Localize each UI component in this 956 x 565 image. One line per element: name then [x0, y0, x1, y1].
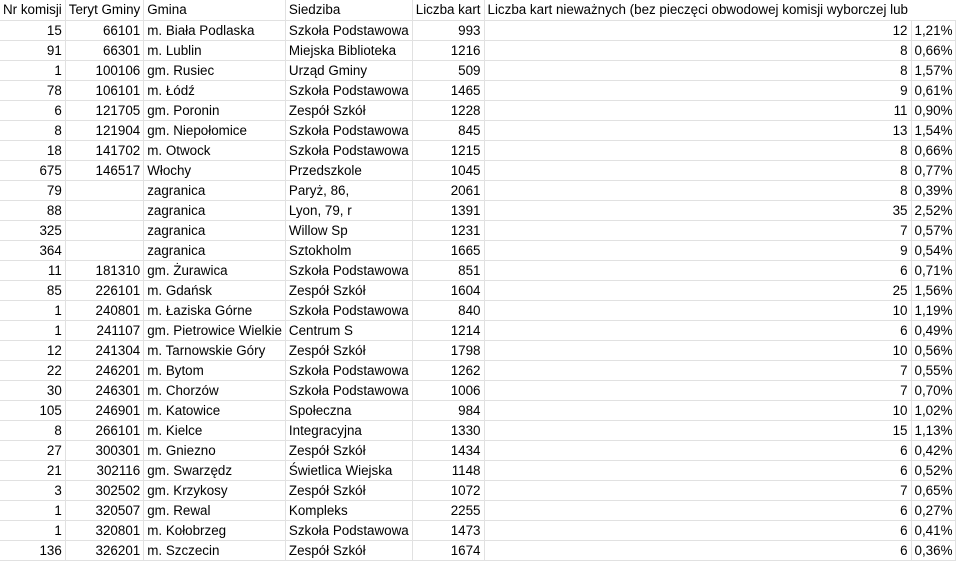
table-row	[0, 220, 956, 240]
table-row	[0, 440, 956, 460]
table-cell[interactable]: 6	[0, 100, 65, 120]
table-cell[interactable]: 8	[0, 420, 65, 440]
table-cell[interactable]: 0,39%	[911, 180, 956, 200]
table-cell[interactable]: 246201	[65, 360, 143, 380]
header-cell[interactable]: Gmina	[144, 0, 286, 20]
table-cell[interactable]: zagranica	[144, 240, 286, 260]
table-cell[interactable]: m. Katowice	[144, 400, 286, 420]
table-cell[interactable]: 0,71%	[911, 260, 956, 280]
table-row	[0, 320, 956, 340]
table-cell[interactable]: 6	[484, 520, 911, 540]
table-cell[interactable]: 675	[0, 160, 65, 180]
table-cell[interactable]: 246901	[65, 400, 143, 420]
table-cell[interactable]: 246301	[65, 380, 143, 400]
table-row	[0, 260, 956, 280]
table-cell[interactable]: Szkoła Podstawowa	[285, 380, 412, 400]
table-cell[interactable]: 0,77%	[911, 160, 956, 180]
table-cell[interactable]: gm. Rusiec	[144, 60, 286, 80]
table-cell[interactable]: 320507	[65, 500, 143, 520]
table-cell[interactable]	[65, 220, 143, 240]
table-cell[interactable]: 121705	[65, 100, 143, 120]
table-cell[interactable]: 79	[0, 180, 65, 200]
table-cell[interactable]	[65, 240, 143, 260]
table-cell[interactable]: 136	[0, 540, 65, 560]
table-cell[interactable]: gm. Krzykosy	[144, 480, 286, 500]
table-cell[interactable]: 226101	[65, 280, 143, 300]
table-cell[interactable]: 0,61%	[911, 80, 956, 100]
table-cell[interactable]: 1,57%	[911, 60, 956, 80]
table-cell[interactable]: Szkoła Podstawowa	[285, 20, 412, 40]
table-cell[interactable]: 10	[484, 340, 911, 360]
table-cell[interactable]: 11	[484, 100, 911, 120]
table-cell[interactable]	[65, 180, 143, 200]
table-cell[interactable]: Zespół Szkół	[285, 440, 412, 460]
table-row	[0, 20, 956, 40]
table-cell[interactable]: 984	[412, 400, 484, 420]
table-cell[interactable]: 1674	[412, 540, 484, 560]
table-cell[interactable]: 121904	[65, 120, 143, 140]
table-row	[0, 520, 956, 540]
table-cell[interactable]: m. Otwock	[144, 140, 286, 160]
table-cell[interactable]: 22	[0, 360, 65, 380]
header-cell[interactable]: Siedziba	[285, 0, 412, 20]
table-cell[interactable]: 0,52%	[911, 460, 956, 480]
table-cell[interactable]: 1045	[412, 160, 484, 180]
table-cell[interactable]: 66101	[65, 20, 143, 40]
table-cell[interactable]: 6	[484, 260, 911, 280]
table-cell[interactable]: 12	[0, 340, 65, 360]
table-cell[interactable]: 2061	[412, 180, 484, 200]
table-cell[interactable]: m. Gniezno	[144, 440, 286, 460]
table-cell[interactable]: 993	[412, 20, 484, 40]
table-cell[interactable]: 13	[484, 120, 911, 140]
table-cell[interactable]: 326201	[65, 540, 143, 560]
table-cell[interactable]: 1	[0, 300, 65, 320]
table-cell[interactable]: Zespół Szkół	[285, 480, 412, 500]
table-cell[interactable]: 241304	[65, 340, 143, 360]
header-cell[interactable]: Liczba kart	[412, 0, 484, 20]
table-cell[interactable]: m. Szczecin	[144, 540, 286, 560]
table-cell[interactable]: Zespół Szkół	[285, 280, 412, 300]
table-cell[interactable]: 7	[484, 360, 911, 380]
table-cell[interactable]: 141702	[65, 140, 143, 160]
table-cell[interactable]: 66301	[65, 40, 143, 60]
table-cell[interactable]: gm. Poronin	[144, 100, 286, 120]
table-row	[0, 80, 956, 100]
table-cell[interactable]: 15	[484, 420, 911, 440]
table-cell[interactable]: m. Łódź	[144, 80, 286, 100]
table-cell[interactable]: 1473	[412, 520, 484, 540]
table-cell[interactable]: gm. Niepołomice	[144, 120, 286, 140]
table-cell[interactable]: Zespół Szkół	[285, 100, 412, 120]
table-row	[0, 360, 956, 380]
table-cell[interactable]: 0,27%	[911, 500, 956, 520]
header-cell[interactable]: Nr komisji	[0, 0, 65, 20]
table-cell[interactable]: 18	[0, 140, 65, 160]
table-row	[0, 500, 956, 520]
table-cell[interactable]: 1,19%	[911, 300, 956, 320]
table-cell[interactable]: 1216	[412, 40, 484, 60]
table-cell[interactable]: gm. Żurawica	[144, 260, 286, 280]
table-cell[interactable]: 0,42%	[911, 440, 956, 460]
table-cell[interactable]: 0,55%	[911, 360, 956, 380]
table-cell[interactable]: Szkoła Podstawowa	[285, 520, 412, 540]
table-cell[interactable]: 1,02%	[911, 400, 956, 420]
table-cell[interactable]: Społeczna	[285, 400, 412, 420]
table-cell[interactable]: 105	[0, 400, 65, 420]
table-row	[0, 200, 956, 220]
table-cell[interactable]: Kompleks	[285, 500, 412, 520]
table-row	[0, 60, 956, 80]
table-cell[interactable]: 1	[0, 320, 65, 340]
table-cell[interactable]: 1391	[412, 200, 484, 220]
table-cell[interactable]: 0,49%	[911, 320, 956, 340]
table-cell[interactable]: 8	[484, 160, 911, 180]
table-cell[interactable]: 85	[0, 280, 65, 300]
table-cell[interactable]: 325	[0, 220, 65, 240]
table-cell[interactable]: Integracyjna	[285, 420, 412, 440]
table-cell[interactable]: Szkoła Podstawowa	[285, 140, 412, 160]
table-row	[0, 120, 956, 140]
table-row	[0, 180, 956, 200]
table-row	[0, 280, 956, 300]
table-cell[interactable]: Szkoła Podstawowa	[285, 360, 412, 380]
table-row	[0, 160, 956, 180]
table-cell[interactable]	[65, 200, 143, 220]
table-cell[interactable]: Paryż, 86,	[285, 180, 412, 200]
table-cell[interactable]: 9	[484, 240, 911, 260]
table-cell[interactable]: Świetlica Wiejska	[285, 460, 412, 480]
table-cell[interactable]: 509	[412, 60, 484, 80]
table-cell[interactable]: 1434	[412, 440, 484, 460]
table-row	[0, 480, 956, 500]
table-cell[interactable]: m. Lublin	[144, 40, 286, 60]
table-cell[interactable]: 27	[0, 440, 65, 460]
table-cell[interactable]: 0,41%	[911, 520, 956, 540]
table-cell[interactable]: 1231	[412, 220, 484, 240]
table-cell[interactable]: 364	[0, 240, 65, 260]
table-row	[0, 540, 956, 560]
table-cell[interactable]: 1665	[412, 240, 484, 260]
table-cell[interactable]: 1,56%	[911, 280, 956, 300]
table-cell[interactable]: 35	[484, 200, 911, 220]
table-cell[interactable]: 0,54%	[911, 240, 956, 260]
header-cell[interactable]	[911, 0, 956, 20]
table-cell[interactable]: 6	[484, 500, 911, 520]
table-cell[interactable]: Urząd Gminy	[285, 60, 412, 80]
table-cell[interactable]: 1604	[412, 280, 484, 300]
table-row	[0, 380, 956, 400]
table-cell[interactable]: 8	[484, 60, 911, 80]
table-cell[interactable]: 1215	[412, 140, 484, 160]
table-cell[interactable]: 106101	[65, 80, 143, 100]
table-cell[interactable]: 851	[412, 260, 484, 280]
table-row	[0, 460, 956, 480]
table-cell[interactable]: 6	[484, 320, 911, 340]
header-cell[interactable]: Liczba kart nieważnych (bez pieczęci obwodowej komisji wyborczej lub	[484, 0, 911, 20]
table-cell[interactable]: m. Chorzów	[144, 380, 286, 400]
table-cell[interactable]: 320801	[65, 520, 143, 540]
table-cell[interactable]: m. Gdańsk	[144, 280, 286, 300]
table-cell[interactable]: zagranica	[144, 200, 286, 220]
table-cell[interactable]: 10	[484, 400, 911, 420]
table-cell[interactable]: 100106	[65, 60, 143, 80]
table-cell[interactable]: Miejska Biblioteka	[285, 40, 412, 60]
table-cell[interactable]: 7	[484, 220, 911, 240]
table-cell[interactable]: 1,13%	[911, 420, 956, 440]
table-cell[interactable]: 15	[0, 20, 65, 40]
table-cell[interactable]: 88	[0, 200, 65, 220]
table-cell[interactable]: 302116	[65, 460, 143, 480]
table-row	[0, 140, 956, 160]
table-cell[interactable]: 181310	[65, 260, 143, 280]
table-cell[interactable]: Sztokholm	[285, 240, 412, 260]
table-cell[interactable]: 0,66%	[911, 140, 956, 160]
table-cell[interactable]: Willow Sp	[285, 220, 412, 240]
table-cell[interactable]: 266101	[65, 420, 143, 440]
table-cell[interactable]: m. Kielce	[144, 420, 286, 440]
table-cell[interactable]: 302502	[65, 480, 143, 500]
table-row	[0, 100, 956, 120]
table-cell[interactable]: m. Tarnowskie Góry	[144, 340, 286, 360]
table-cell[interactable]: 1798	[412, 340, 484, 360]
table-cell[interactable]: 0,56%	[911, 340, 956, 360]
table-cell[interactable]: 7	[484, 480, 911, 500]
table-cell[interactable]: 0,90%	[911, 100, 956, 120]
table-cell[interactable]: 1006	[412, 380, 484, 400]
table-cell[interactable]: 300301	[65, 440, 143, 460]
table-cell[interactable]: gm. Pietrowice Wielkie	[144, 320, 286, 340]
table-cell[interactable]: Szkoła Podstawowa	[285, 80, 412, 100]
table-cell[interactable]: 0,36%	[911, 540, 956, 560]
table-cell[interactable]: m. Biała Podlaska	[144, 20, 286, 40]
table-cell[interactable]: 840	[412, 300, 484, 320]
table-cell[interactable]: 7	[484, 380, 911, 400]
table-cell[interactable]: 10	[484, 300, 911, 320]
table-cell[interactable]: m. Bytom	[144, 360, 286, 380]
table-cell[interactable]: Włochy	[144, 160, 286, 180]
table-row	[0, 420, 956, 440]
table-cell[interactable]: zagranica	[144, 220, 286, 240]
table-cell[interactable]: Lyon, 79, r	[285, 200, 412, 220]
table-row	[0, 300, 956, 320]
table-cell[interactable]: 25	[484, 280, 911, 300]
table-cell[interactable]: Centrum S	[285, 320, 412, 340]
table-cell[interactable]: 3	[0, 480, 65, 500]
table-cell[interactable]: 240801	[65, 300, 143, 320]
table-cell[interactable]: 1148	[412, 460, 484, 480]
table-cell[interactable]: zagranica	[144, 180, 286, 200]
table-cell[interactable]: 1072	[412, 480, 484, 500]
table-cell[interactable]: 146517	[65, 160, 143, 180]
table-cell[interactable]: 1214	[412, 320, 484, 340]
table-cell[interactable]: 78	[0, 80, 65, 100]
table-cell[interactable]: m. Łaziska Górne	[144, 300, 286, 320]
table-cell[interactable]: m. Kołobrzeg	[144, 520, 286, 540]
table-cell[interactable]: 2,52%	[911, 200, 956, 220]
table-cell[interactable]: Zespół Szkół	[285, 540, 412, 560]
table-cell[interactable]: 21	[0, 460, 65, 480]
header-cell[interactable]: Teryt Gminy	[65, 0, 143, 20]
table-cell[interactable]: 1	[0, 500, 65, 520]
table-cell[interactable]: 8	[484, 40, 911, 60]
table-cell[interactable]: 845	[412, 120, 484, 140]
table-cell[interactable]: 9	[484, 80, 911, 100]
table-cell[interactable]: 0,65%	[911, 480, 956, 500]
table-cell[interactable]: 6	[484, 540, 911, 560]
table-cell[interactable]: gm. Rewal	[144, 500, 286, 520]
table-cell[interactable]: 11	[0, 260, 65, 280]
table-cell[interactable]: 1	[0, 520, 65, 540]
table-cell[interactable]: 30	[0, 380, 65, 400]
table-cell[interactable]: 0,66%	[911, 40, 956, 60]
table-cell[interactable]: 1	[0, 60, 65, 80]
table-cell[interactable]: Szkoła Podstawowa	[285, 300, 412, 320]
table-cell[interactable]: 6	[484, 460, 911, 480]
header-row	[0, 0, 956, 20]
table-cell[interactable]: 1330	[412, 420, 484, 440]
table-cell[interactable]: 0,57%	[911, 220, 956, 240]
table-cell[interactable]: 6	[484, 440, 911, 460]
table-cell[interactable]: 1262	[412, 360, 484, 380]
table-row	[0, 240, 956, 260]
table-cell[interactable]: 1228	[412, 100, 484, 120]
table-cell[interactable]: 0,70%	[911, 380, 956, 400]
table-cell[interactable]: 241107	[65, 320, 143, 340]
table-cell[interactable]: 8	[484, 180, 911, 200]
table-row	[0, 400, 956, 420]
table-row	[0, 40, 956, 60]
table-cell[interactable]: Szkoła Podstawowa	[285, 120, 412, 140]
table-cell[interactable]: Zespół Szkół	[285, 340, 412, 360]
table-cell[interactable]: 1465	[412, 80, 484, 100]
table-cell[interactable]: 12	[484, 20, 911, 40]
table-row	[0, 340, 956, 360]
table-cell[interactable]: Przedszkole	[285, 160, 412, 180]
table-cell[interactable]: 8	[0, 120, 65, 140]
table-cell[interactable]: 1,54%	[911, 120, 956, 140]
table-cell[interactable]: 1,21%	[911, 20, 956, 40]
table-cell[interactable]: 91	[0, 40, 65, 60]
table-cell[interactable]: 2255	[412, 500, 484, 520]
table-cell[interactable]: Szkoła Podstawowa	[285, 260, 412, 280]
table-cell[interactable]: gm. Swarzędz	[144, 460, 286, 480]
table-cell[interactable]: 8	[484, 140, 911, 160]
